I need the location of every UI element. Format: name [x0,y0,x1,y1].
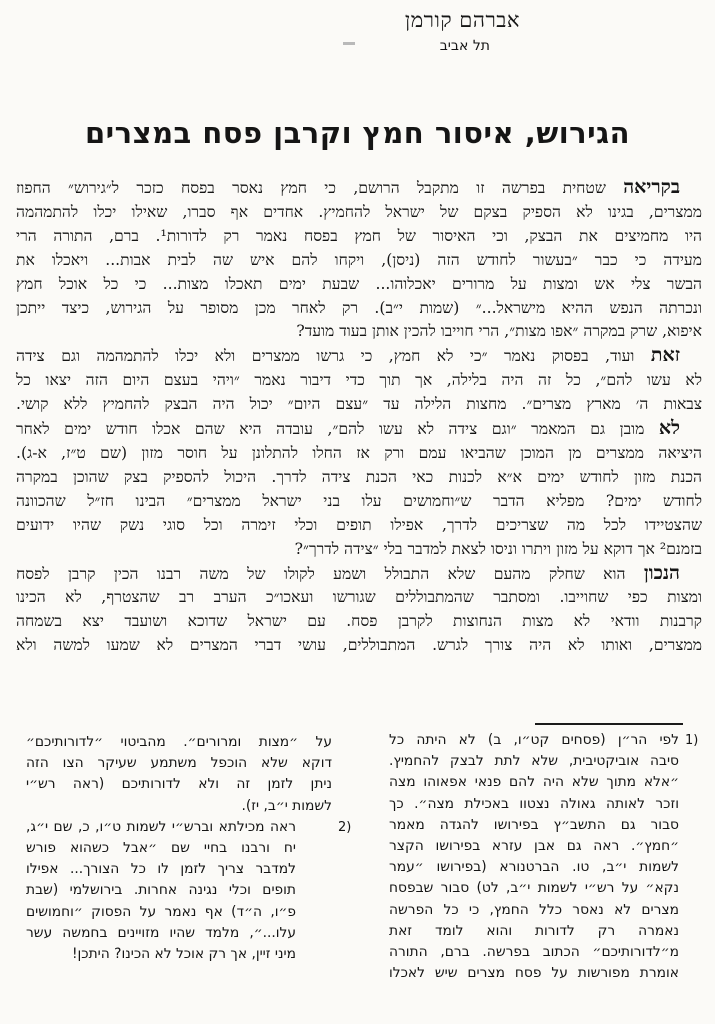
footnotes-left-column [26,732,352,965]
footnote-line: סבור גם התשב״ץ בפירושו להגדה מאמר [389,816,679,833]
paragraph-lead-word: לא [658,417,680,440]
footnote-line: עלו...״, מלמד שהיו מזויינים בחמשה עשר [26,924,296,941]
scan-artifact-mark [343,42,355,45]
paragraph [16,344,702,417]
footnote-line: יח ורבנו בחיי שם ״אבל כשהוא פורש [26,840,296,857]
text-line: מעידה כי כבר ״בעשור לחודש הזה (ניסן), ויקחו להם איש שה לבית אבות... ויאכלו את [16,250,702,269]
text-line: הבשר צלי אש ומצות על מרורים יאכלוהו... שבעת ימים תאכלו מצות... כי כל אוכל חמץ [16,274,702,293]
footnote-1 [389,730,699,984]
text-line: לחודש ימים? מפליא הדבר ש״וחמושים עלו בני ישראל ממצרים״ הבינו חז״ל שהכוונה [16,491,702,510]
footnote-line: לשמות י״ב, יז). [241,797,332,814]
text-line: לא עשו להם״, כל זה היה בלילה, אך תוך כדי דיבור נאמר ״ויהי בעצם היום הזה יצאו כל [16,371,702,390]
footnote-line: למדבר צריך לזמן לו כל הצורך... אפילו [26,861,296,878]
article-body [16,176,702,658]
text-line: צבאות ה׳ מארץ מצרים״. מחצות הלילה עד ״עצם היום״ יכול היה הבצק להחמיץ ללא קושי. [16,395,702,414]
text-line: איפוא, שרק במקרה ״אפו מצות״, הרי חוייבו להכין אותן בעוד מועד? [296,322,702,341]
footnote-number: (2 [338,819,352,835]
text-line: ומצות כפי שחוייבו. ומסתבר שהמתבוללים שגורשו ועאכו״כ הערב רב שהצטרף, לא הכינו [16,588,702,607]
footnote-line: ניתן לזמן זה ולא לדורותיכם (ראה רש״י [26,776,332,793]
paragraph-lead-word: זאת [650,344,680,367]
paragraph [16,176,702,344]
footnote-separator [535,723,683,725]
text-line: היציאה ממצרים מן המוכן שהביאו עמם ורק אז החלו להתלונן על חוסר מזון (שם ט״ז, א-ג). [16,443,702,462]
text-line: בקריאה שטחית בפרשה זו מתקבל הרושם, כי חמץ נאסר בפסח כזכר ל״גירוש״ החפוז [16,176,702,201]
footnote-1-continuation [26,732,332,817]
footnote-line: מ״לדורותיכם״ הכתוב בפרשה. ברם, התורה [389,944,679,961]
footnote-line: על ״מצות ומרורים״. מהביטוי ״לדורותיכם״ [26,734,332,750]
footnote-line: לשמות י״ב, טו. הברטנורא (בפירושו ״עמר [389,859,679,876]
footnote-line: דוקא שלא הוכפל משתמע שעיקר הצו הזה [26,755,332,772]
text-line: שהצטיידו לכל מה שצריכים לדרך, אפילו תופים וכלי זימרה וכל סוגי נשק שהיו ידועים [16,515,702,534]
paragraph [16,562,702,659]
author-name: אברהם קורמן [404,8,520,32]
footnote-line: וזכר לאותה גאולה נצטוו באכילת מצה״. כך [389,795,679,812]
text-line: הכנת מזון לחודש ימים א״א לכנות כאי הכנת צידה לדרך. היכול להספיק בצק שהוכן במקרה [16,467,702,486]
text-line: בזמנם² אך דוקא על מזון ויתרו וניסו לצאת למדבר בלי ״צידה לדרך״? [294,539,702,558]
footnote-number: (1 [685,733,699,748]
text-line: הנכון הוא שחלק מהעם שלא התבולל ושמע לקולו של משה רבנו הכין קרבן לפסח [16,562,702,587]
footnote-line: פ״ו, ה״ד) אף נאמר על הפסוק ״וחמושים [26,903,296,920]
text-line: ונכרתה הנפש ההיא מישראל...״ (שמות י״ב). רק לאחר מכן מסופר על הגירוש, כיצד ייתכן [16,298,702,317]
footnote-line: ״אלא מתוך שלא היה להם פנאי אפאוהו מצה [389,774,679,791]
paragraph [16,417,702,561]
footnote-line: סיבה אוביקטיבית, שלא לתת לבצק להחמיץ. [389,753,679,770]
footnote-line: נאמרה רק לדורות והוא לומד זאת [389,922,679,939]
footnote-line: אומרת מפורשות על פסח מצרים שיש לאכלו [389,965,679,982]
footnote-line: ״חמץ״. ראה גם אבן עזרא בפירושו הקצר [389,838,679,855]
text-line: ממצרים, בגינו לא הספיק בצקם של ישראל להחמיץ. אחדים אף סברו, שאילו יכלו להתמהמה [16,202,702,221]
text-line: ממצרים, ואותו לא היה צורך לגרש. המתבוללים, עושי דברי המצרים לא שמעו למשה ולא [16,636,702,655]
text-line: לא מובן גם המאמר ״וגם צידה לא עשו להם״, עובדה היא שהם אכלו חודש ימים לאחר [16,417,702,442]
footnotes-right-column [389,730,699,984]
footnote-line: מצרים לא נאסר כלל החמץ, כי כל הפרשה [389,901,679,918]
footnote-line: מיני זיין, אך רק אוכל לא הכינו? היתכן! [71,946,296,963]
footnote-2 [26,817,368,965]
text-line: קרבנות וודאי לא מצות הנחוצות לקרבן פסח. עם ישראל שדוכא ושועבד יצא בשמחה [16,612,702,631]
paragraph-lead-word: בקריאה [623,176,680,198]
author-city: תל אביב [439,38,490,54]
text-line: זאת ועוד, בפסוק נאמר ״כי לא חמץ, כי גרשו ממצרים ולא יכלו להתמהמה וגם צידה [16,344,702,369]
article-title: הגירוש, איסור חמץ וקרבן פסח במצרים [84,116,631,150]
footnote-line: לפי הר״ן (פסחים קט״ו, ב) לא היתה כל [389,732,679,748]
text-line: היו מחמיצים את הבצק, וכי האיסור של חמץ בפסח נאמר רק לדורות¹. ברם, התורה הרי [16,226,702,245]
footnote-line: נקא״ על רש״י לשמות י״ב, לט) סבור שבפסח [389,880,679,897]
paragraph-lead-word: הנכון [643,561,680,584]
footnote-line: ראה מכילתא וברש״י לשמות ט״ו, כ, שם י״ג, [26,818,296,835]
footnote-line: תופים וכלי נגינה אחרות. בירושלמי (שבת [26,882,296,899]
